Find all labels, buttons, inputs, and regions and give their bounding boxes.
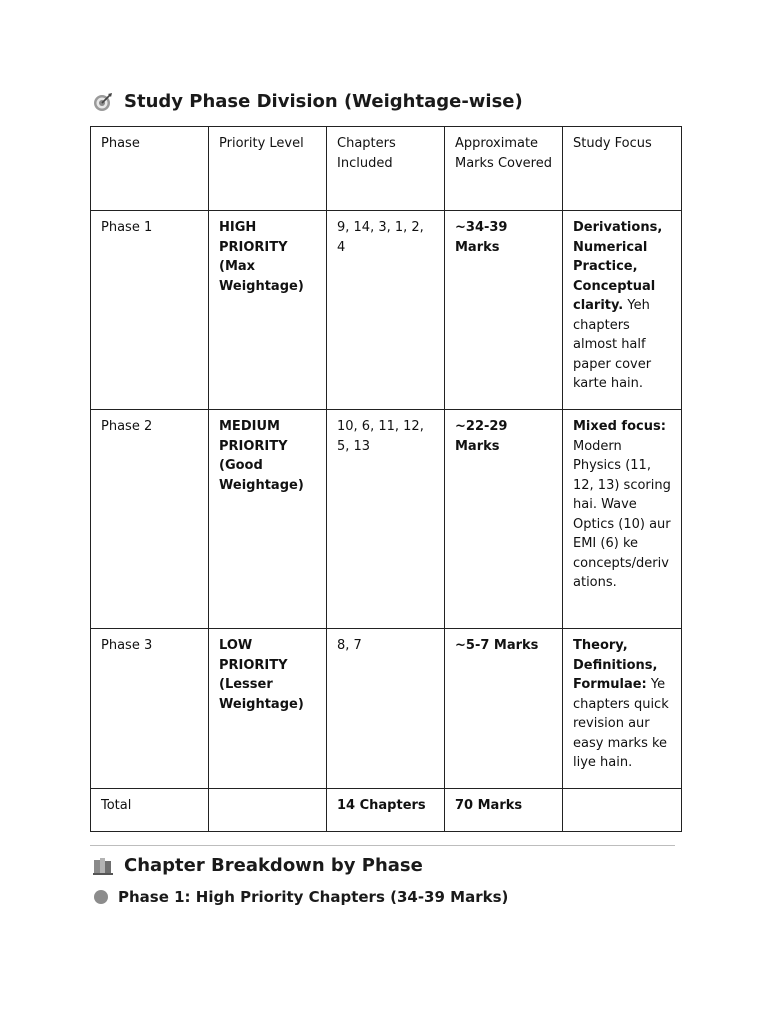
table-total-row xyxy=(91,789,682,832)
cell-focus xyxy=(563,211,682,410)
header-chapters: Chapters Included xyxy=(327,127,445,211)
table-header-row xyxy=(91,127,682,211)
table-row xyxy=(91,211,682,410)
section-divider xyxy=(90,845,675,846)
cell-chapters: 10, 6, 11, 12, 5, 13 xyxy=(327,410,445,629)
table-row xyxy=(91,410,682,629)
cell-phase: Phase 2 xyxy=(91,410,209,629)
cell-total-focus xyxy=(563,789,682,832)
cell-phase: Phase 1 xyxy=(91,211,209,410)
cell-total-marks: 70 Marks xyxy=(445,789,563,832)
cell-marks: ~5-7 Marks xyxy=(445,629,563,789)
cell-chapters: 8, 7 xyxy=(327,629,445,789)
cell-focus xyxy=(563,629,682,789)
cell-marks: ~22-29 Marks xyxy=(445,410,563,629)
table-row xyxy=(91,629,682,789)
cell-phase: Phase 3 xyxy=(91,629,209,789)
cell-marks: ~34-39 Marks xyxy=(445,211,563,410)
header-marks: Approximate Marks Covered xyxy=(445,127,563,211)
focus-bold: Theory, Definitions, Formulae: xyxy=(573,638,658,692)
cell-focus xyxy=(563,410,682,629)
cell-priority: HIGH PRIORITY (Max Weightage) xyxy=(209,211,327,410)
phase-table xyxy=(90,126,682,832)
cell-chapters: 9, 14, 3, 1, 2, 4 xyxy=(327,211,445,410)
focus-bold: Mixed focus: xyxy=(573,419,666,434)
cell-priority: MEDIUM PRIORITY (Good Weightage) xyxy=(209,410,327,629)
subsection-title: Phase 1: High Priority Chapters (34-39 Marks) xyxy=(118,888,509,906)
focus-text: Modern Physics (11, 12, 13) scoring hai. Wave Optics (10) aur EMI (6) ke concepts/derivations. xyxy=(573,438,671,590)
page-title: Study Phase Division (Weightage-wise) xyxy=(124,91,523,112)
target-icon xyxy=(93,92,113,112)
focus-text: Yeh chapters almost half paper cover karte hain. xyxy=(573,298,652,391)
section-heading-study-phase xyxy=(93,91,523,112)
cell-total-chapters: 14 Chapters xyxy=(327,789,445,832)
circle-bullet-icon xyxy=(93,889,109,905)
section-title: Chapter Breakdown by Phase xyxy=(124,855,423,876)
header-priority: Priority Level xyxy=(209,127,327,211)
books-icon xyxy=(93,857,113,875)
subsection-heading-phase1 xyxy=(93,888,508,906)
cell-total-label: Total xyxy=(91,789,209,832)
focus-bold: Derivations, Numerical Practice, Conceptual clarity. xyxy=(573,220,663,313)
cell-priority: LOW PRIORITY (Lesser Weightage) xyxy=(209,629,327,789)
header-phase: Phase xyxy=(91,127,209,211)
focus-text: Ye chapters quick revision aur easy marks ke liye hain. xyxy=(573,677,669,770)
cell-total-priority xyxy=(209,789,327,832)
header-focus: Study Focus xyxy=(563,127,682,211)
section-heading-chapter-breakdown xyxy=(93,855,423,876)
